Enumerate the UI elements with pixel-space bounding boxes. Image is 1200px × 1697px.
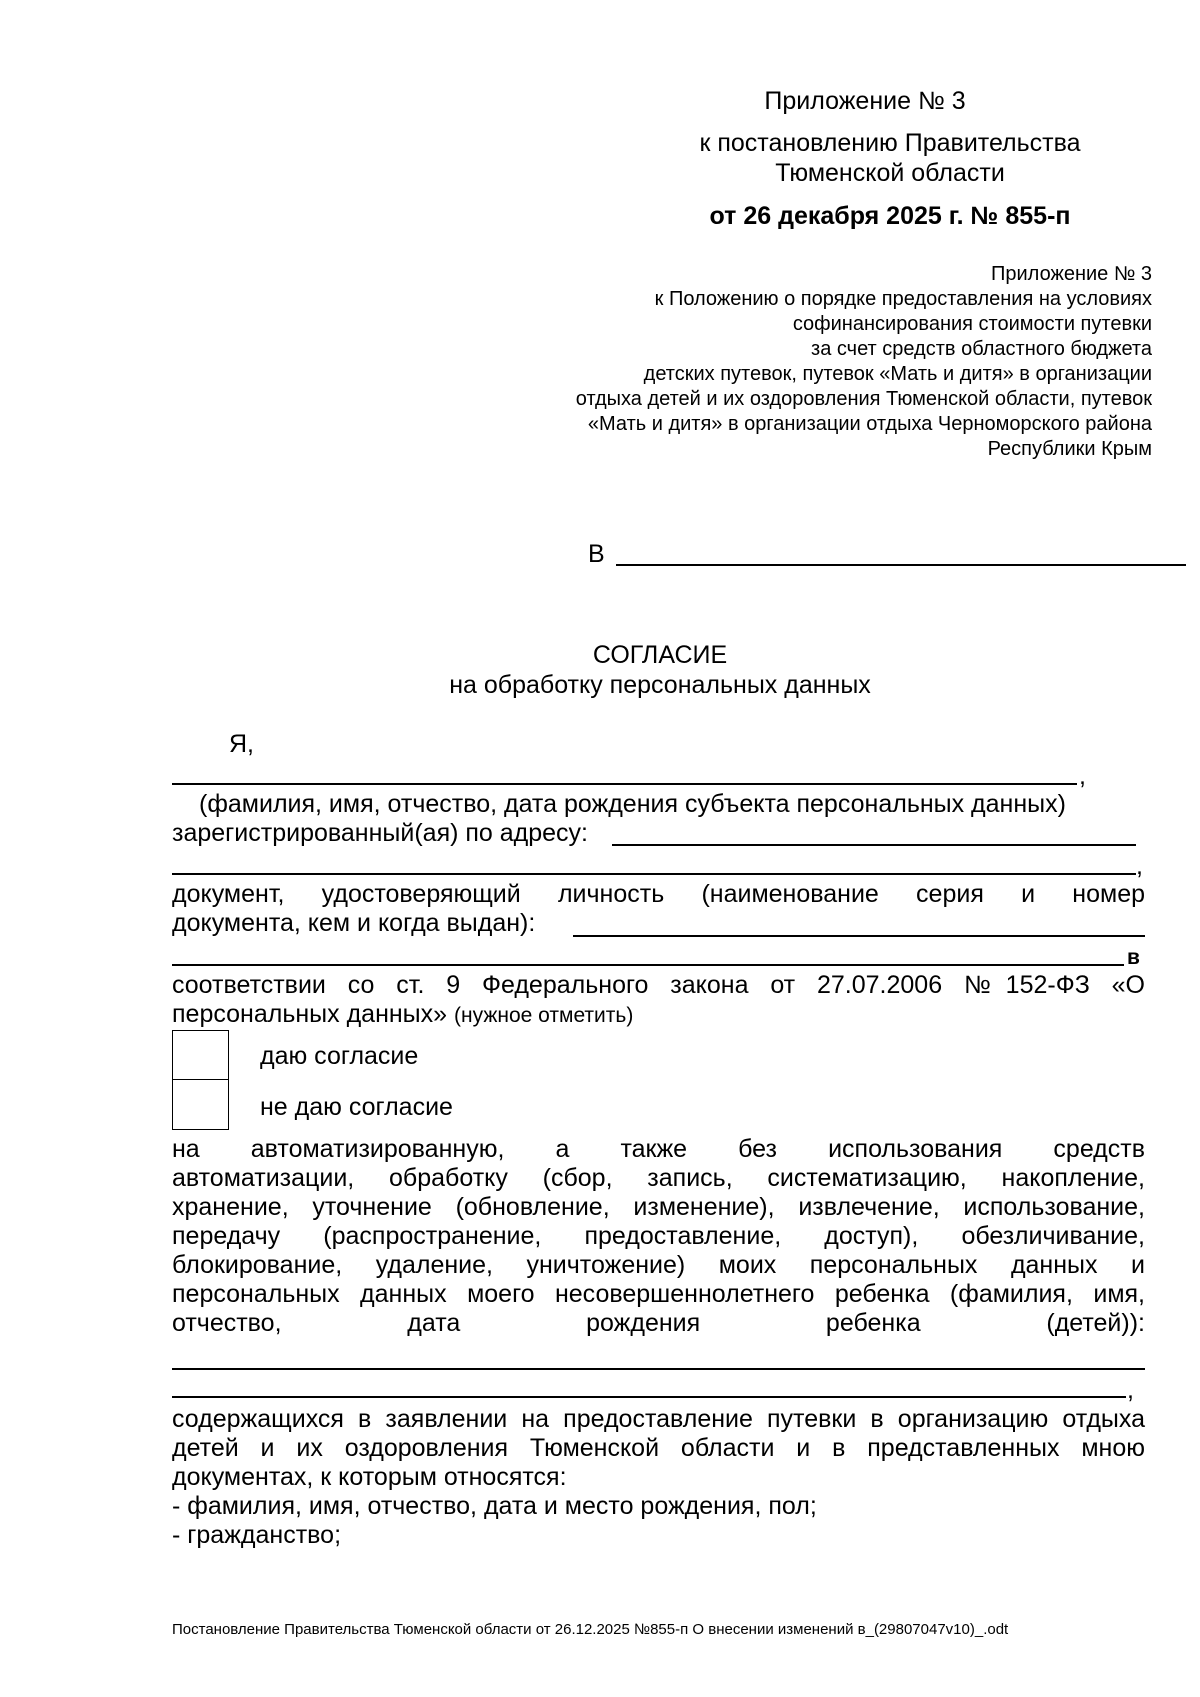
registered-label: зарегистрированный(ая) по адресу: [172, 819, 589, 847]
doc-line-2: документа, кем и когда выдан): [172, 909, 536, 937]
v-label: в [1127, 946, 1140, 969]
footer-filename: Постановление Правительства Тюменской области от 26.12.2025 №855-п О внесении изменений в_(29807047v10)_.odt [172, 1621, 1009, 1638]
para1-line: хранение, уточнение (обновление, изменение), извлечение, использование, [172, 1193, 1145, 1221]
law-line-2 [172, 1000, 633, 1030]
law-line-2-note: (нужное отметить) [454, 1004, 634, 1027]
para1-line: на автоматизированную, а также без использования средств [172, 1135, 1145, 1163]
doc-line-1: документ, удостоверяющий личность (наименование серия и номер [172, 880, 1145, 908]
child-comma: , [1127, 1376, 1134, 1404]
law-line-2-main: персональных данных» [172, 1000, 448, 1028]
sub-header-line: отдыха детей и их оздоровления Тюменской области, путевок [575, 388, 1152, 410]
document-subtitle: на обработку персональных данных [449, 671, 871, 699]
addressee-field-line[interactable] [616, 564, 1186, 566]
sub-header-line: софинансирования стоимости путевки [792, 313, 1152, 335]
resolution-line-2: Тюменской области [775, 159, 1005, 187]
addressee-prefix: В [588, 540, 605, 568]
doc-field-line-1[interactable] [573, 935, 1145, 937]
ya-label: Я, [229, 730, 254, 758]
address-field-line-2[interactable] [172, 873, 1136, 875]
para1-line: автоматизации, обработку (сбор, запись, систематизацию, накопление, [172, 1164, 1145, 1192]
law-line-1: соответствии со ст. 9 Федерального закона от 27.07.2006 №152-ФЗ «О [172, 971, 1145, 999]
sub-header-line: детских путевок, путевок «Мать и дитя» в организации [643, 363, 1152, 385]
address-comma: , [1136, 852, 1143, 880]
para2-line: детей и их оздоровления Тюменской области и в представленных мною [172, 1434, 1145, 1462]
para1-line: отчество, дата рождения ребенка (детей)): [172, 1309, 1145, 1337]
sub-header-line: Приложение № 3 [991, 263, 1152, 285]
agree-checkbox[interactable] [172, 1030, 229, 1080]
fio-field-line[interactable] [172, 783, 1077, 785]
list-item: - фамилия, имя, отчество, дата и место рождения, пол; [172, 1492, 817, 1520]
doc-field-line-2[interactable] [172, 964, 1124, 966]
disagree-label: не даю согласие [260, 1093, 453, 1121]
resolution-line-1: к постановлению Правительства [699, 129, 1081, 157]
document-title: СОГЛАСИЕ [592, 641, 728, 669]
sub-header-line: за счет средств областного бюджета [811, 338, 1152, 360]
sub-header-line: «Мать и дитя» в организации отдыха Черноморского района [587, 413, 1152, 435]
list-item: - гражданство; [172, 1521, 342, 1549]
para2-line: документах, к которым относятся: [172, 1463, 567, 1491]
address-field-line-1[interactable] [612, 844, 1136, 846]
appendix-title: Приложение № 3 [764, 87, 966, 115]
para1-line: передачу (распространение, предоставление, доступ), обезличивание, [172, 1222, 1145, 1250]
fio-hint: (фамилия, имя, отчество, дата рождения субъекта персональных данных) [199, 790, 1066, 818]
agree-label: даю согласие [260, 1042, 419, 1070]
child-field-line-1[interactable] [172, 1368, 1145, 1370]
resolution-date-number: от 26 декабря 2025 г. № 855-п [709, 202, 1071, 230]
para1-line: персональных данных моего несовершеннолетнего ребенка (фамилия, имя, [172, 1280, 1145, 1308]
para1-line: блокирование, удаление, уничтожение) моих персональных данных и [172, 1251, 1145, 1279]
child-field-line-2[interactable] [172, 1396, 1126, 1398]
para2-line: содержащихся в заявлении на предоставление путевки в организацию отдыха [172, 1405, 1145, 1433]
sub-header-line: к Положению о порядке предоставления на условиях [654, 288, 1152, 310]
disagree-checkbox[interactable] [172, 1080, 229, 1130]
fio-comma: , [1079, 762, 1086, 790]
sub-header-line: Республики Крым [987, 438, 1152, 460]
